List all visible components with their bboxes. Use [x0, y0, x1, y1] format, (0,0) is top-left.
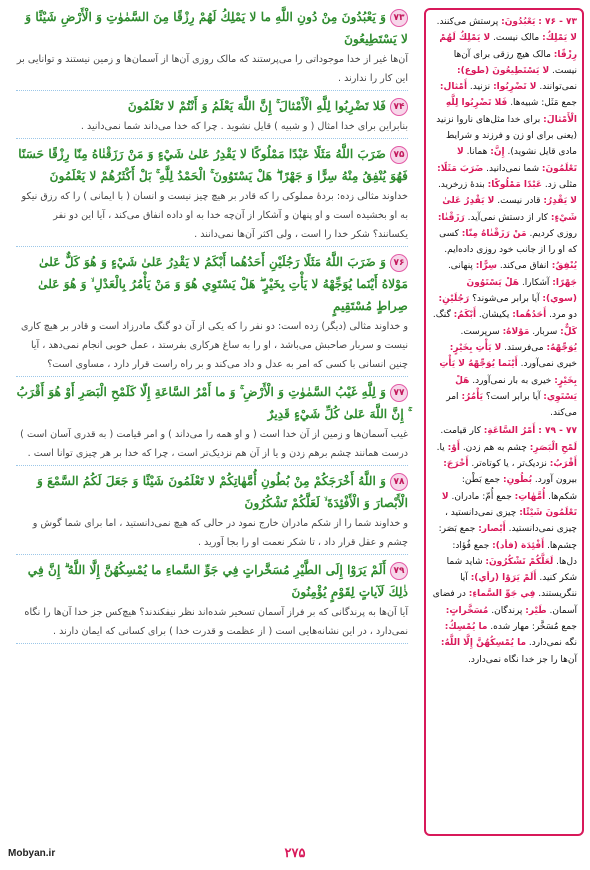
verse-arabic-text [16, 470, 408, 514]
verse-block [16, 6, 408, 91]
verse-block [16, 143, 408, 247]
glossary-definition: کسی که او را از جانب خود روزی داده‌ایم. [439, 228, 577, 256]
glossary-definition: می‌فرستد. [504, 342, 544, 353]
glossary-definition: پرستش می‌کنند. [436, 17, 499, 27]
glossary-paragraph [431, 423, 577, 667]
arabic-verse: وَ لِلَّهِ غَيْبُ السَّمٰوٰتِ وَ الْأَرْضِ ۚ وَ ما أَمْرُ السَّاعَةِ إِلّا كَلَمْحِ الْبَصَرِ أَوْ هُوَ أَقْرَبُ ۚ إِنَّ اللَّهَ عَلىٰ كُلِّ شَيْءٍ قَدِيرٌ [16, 385, 408, 421]
arabic-verse: ضَرَبَ اللَّهُ مَثَلًا عَبْدًا مَمْلُوكًا لا يَقْدِرُ عَلىٰ شَيْءٍ وَ مَنْ رَزَقْنٰاهُ مِنّا رِزْقًا حَسَنًا فَهُوَ يُنْفِقُ مِنْهُ سِرًّا وَ جَهْرًا ۖ هَلْ يَسْتَوُونَ ۚ الْحَمْدُ لِلَّهِ ۚ بَلْ أَكْثَرُهُمْ لا يَعْلَمُونَ [18, 147, 408, 183]
verse-arabic-text [16, 559, 408, 603]
glossary-definition: آن‌ها را جز خدا نگاه نمی‌دارد. [468, 654, 577, 665]
glossary-definition: شاید شما شکر کنید. [446, 556, 577, 584]
glossary-definition: آیا برابر می‌شوند؟ [472, 294, 540, 305]
verse-arabic-text [16, 381, 408, 425]
glossary-definition: در فضای آسمان. [432, 589, 577, 616]
glossary-definition: پنهانی. [447, 261, 473, 272]
glossary-term: لا تَضْرِبُوا: [493, 82, 537, 93]
arabic-verse: فَلا تَضْرِبُوا لِلَّهِ الْأَمْثالَ ۚ إِنَّ اللَّهَ يَعْلَمُ وَ أَنْتُمْ لا تَعْلَمُونَ [127, 99, 386, 113]
verse-block [16, 559, 408, 644]
arabic-verse: وَ اللَّهُ أَخْرَجَكُمْ مِنْ بُطُونِ أُمَّهٰاتِكُمْ لا تَعْلَمُونَ شَيْئًا وَ جَعَلَ لَكُمُ السَّمْعَ وَ الْأَبْصارَ وَ الْأَفْئِدَةَ ۙ لَعَلَّكُمْ تَشْكُرُونَ [37, 474, 408, 510]
verse-translation: آیا آن‌ها به پرندگانی که بر فراز آسمان تسخیر شده‌اند نظر نیفکندند؟ هیچ‌کس جز خدا آن‌ها را نگاه نمی‌دارد ، در این نشانه‌هایی است ( از عظمت و قدرت خدا ) برای کسانی که ایمان دارند . [16, 603, 408, 644]
glossary-definition: شما نمی‌دانید. [486, 163, 540, 174]
glossary-definition: کار قیامت. [440, 426, 481, 437]
glossary-definition: پرندگان. [491, 605, 523, 616]
verses-column [6, 6, 414, 836]
glossary-term: ما يُمْسِكُ: [444, 621, 488, 632]
glossary-verse-range: ۷۳ - ۷۶ : [538, 17, 577, 27]
glossary-term: لا يَسْتَطِيعُونَ (طوع): [457, 65, 550, 76]
verse-arabic-text [16, 251, 408, 317]
verse-block [16, 381, 408, 466]
glossary-term: أَيْنَما يُوَجِّهْهُ لا يَأْتِ بِخَيْرٍ: [439, 359, 577, 386]
glossary-verse-range: ۷۷ - ۷۹ : [538, 426, 577, 437]
glossary-definition: نزنید. [469, 82, 491, 93]
glossary-definition: امر می‌کند. [446, 391, 577, 419]
glossary-term: لَعَلَّكُمْ تَشْكُرُونَ: [485, 556, 554, 567]
glossary-list [431, 14, 577, 668]
glossary-definition: نمی‌توانند. [539, 82, 577, 93]
glossary-term: يُنْفِقُ: [551, 261, 577, 272]
glossary-definition: برای خدا مثل‌های ناروا نزنید (یعنی برای او زن و فرزند و شرایط مادی قایل نشوید). [436, 114, 577, 158]
glossary-term: فَلا تَضْرِبُوا لِلَّهِ الْأَمْثالَ: [445, 98, 577, 125]
ayah-number-badge: ۷۵ [390, 146, 408, 164]
arabic-verse: وَ يَعْبُدُونَ مِنْ دُونِ اللَّهِ ما لا يَمْلِكُ لَهُمْ رِزْقًا مِنَ السَّمٰوٰتِ وَ الْأَرْضِ شَيْئًا وَ لا يَسْتَطِيعُونَ [25, 10, 408, 46]
glossary-term: لا تَعْلَمُونَ: [456, 147, 577, 174]
glossary-definition: مثلی زد. [544, 179, 577, 190]
glossary-term: أَبْصار: [478, 524, 506, 535]
glossary-term: لا يَقْدِرُ عَلىٰ شَيْءٍ: [442, 196, 577, 223]
glossary-term: ما يُمْسِكُهُنَّ إِلَّا اللَّهُ: [440, 638, 527, 649]
ayah-number-badge: ۷۹ [390, 562, 408, 580]
glossary-paragraph [431, 14, 577, 421]
glossary-term: أَوْ: [447, 442, 460, 453]
verse-block [16, 95, 408, 139]
glossary-term: يُوَجِّهْهُ: [546, 342, 577, 353]
verse-arabic-text [16, 6, 408, 50]
glossary-definition: دو مرد. [549, 310, 577, 321]
glossary-definition: جمع مُسَخَّر: مهار شده. [490, 621, 577, 632]
verse-arabic-text [16, 143, 408, 187]
glossary-definition: کار از دستش نمی‌آید. [467, 212, 548, 223]
glossary-section [431, 14, 577, 421]
glossary-definition: جمع مَثَل: شبیه‌ها. [510, 98, 577, 109]
glossary-term: يَعْبُدُونَ: [501, 17, 536, 27]
glossary-term: أُمَّهٰاتِ: [514, 491, 546, 502]
verse-translation: آن‌ها غیر از خدا موجوداتی را می‌پرستند که مالک روزی آن‌ها از آسمان‌ها و زمین نیستند و توانایی بر این کار را ندارند . [16, 50, 408, 91]
glossary-definition: آشکارا. [521, 277, 550, 288]
glossary-definition: یا. [436, 442, 445, 453]
glossary-term: مُسَخَّراتٍ: [445, 605, 489, 616]
glossary-term: أَمْثال: [439, 82, 468, 93]
glossary-definition: جمع فُؤاد: دل‌ها. [452, 540, 577, 567]
glossary-term: مَوْلاهُ: [502, 326, 530, 337]
glossary-term: أَخْرَجَ: [443, 459, 469, 470]
ayah-number-badge: ۷۸ [390, 473, 408, 491]
glossary-term: أَبْكَمُ: [453, 310, 477, 321]
arabic-verse: وَ ضَرَبَ اللَّهُ مَثَلًا رَجُلَيْنِ أَحَدُهُما أَبْكَمُ لا يَقْدِرُ عَلىٰ شَيْءٍ وَ هُوَ كَلٌّ عَلىٰ مَوْلاهُ أَيْنَما يُوَجِّهْهُ لا يَأْتِ بِخَيْرٍ ۖ هَلْ يَسْتَوِي هُوَ وَ مَنْ يَأْمُرُ بِالْعَدْلِ ۙ وَ هُوَ عَلىٰ صِراطٍ مُسْتَقِيمٍ [38, 255, 408, 313]
glossary-term: أَفْئِدَة (فأد): [492, 540, 545, 551]
glossary-term: أَلَمْ يَرَوْا (رأي): [470, 573, 537, 584]
glossary-term: رَجُلَيْنِ: [438, 294, 470, 305]
arabic-verse: أَلَمْ يَرَوْا إِلَى الطَّيْرِ مُسَخَّراتٍ فِي جَوِّ السَّماءِ ما يُمْسِكُهُنَّ إِلَّا اللَّهُ ۗ إِنَّ فِي ذٰلِكَ لَآياتٍ لِقَوْمٍ يُؤْمِنُونَ [27, 563, 408, 599]
ayah-number-badge: ۷۶ [390, 254, 408, 272]
verse-translation: خداوند مثالی زده: بردهٔ مملوکی را که قادر بر هیچ چیز نیست و انسان ( با ایمانی ) را که رزق نیکو به او بخشیده است و او پنهان و آشکار از آن‌چه خدا به او داده انفاق می‌کند ، آیا این دو نفر یکسانند؟ شکر خدا را است ، ولی اکثر آن‌ها نمی‌دانند . [16, 187, 408, 247]
glossary-term: فِي جَوِّ السَّماءِ: [468, 589, 536, 600]
glossary-definition: سربار. [532, 326, 558, 337]
glossary-term: عَبْدًا مَمْلُوكًا: [487, 179, 543, 190]
verse-translation: و خداوند مثالی (دیگر) زده است: دو نفر را که یکی از آن دو گنگ مادرزاد است و قادر بر هیچ کاری نیست و سربار صاحبش می‌باشد ، او را به ساغ هرکاری بفرستد ، عمل خوبی انجام نمی‌دهد ، آیا چنین انسانی با کسی که امر به عدل و داد می‌کند و بر راه راست قرار دارد ، مساوی است؟ [16, 317, 408, 377]
glossary-section [431, 423, 577, 667]
glossary-term: لا يَمْلِكُ: [542, 33, 577, 44]
glossary-term: لا يَأْتِ بِخَيْرٍ: [449, 342, 502, 353]
glossary-term: أَقْرَبُ: [549, 459, 577, 470]
glossary-term: أَحَدُهُما: [512, 310, 547, 321]
glossary-definition: بیرون آورد. [534, 475, 577, 486]
glossary-definition: انفاق می‌کند. [499, 261, 549, 272]
glossary-term: هَلْ يَسْتَوِي: [455, 375, 577, 402]
glossary-term: أَمْرُ السَّاعَةِ: [483, 426, 536, 437]
glossary-term: يَأْمُرُ: [461, 391, 483, 402]
page-number: ۲۷۵ [284, 846, 306, 861]
verse-translation: و خداوند شما را از شکم مادران خارج نمود در حالی که هیچ نمی‌دانستید ، اما برای شما گوش و چشم و عقل قرار داد ، تا شکر نعمت او را بجا آورید . [16, 514, 408, 555]
glossary-term: رَزَقْنٰا: [437, 212, 465, 223]
glossary-term: طَيْر: [525, 605, 547, 616]
glossary-term: ضَرَبَ مَثَلًا: [437, 163, 484, 174]
glossary-definition: خیری نمی‌آورد. [520, 359, 577, 370]
glossary-term: سِرًّا: [475, 261, 497, 272]
glossary-definition: یکیشان. [478, 310, 510, 321]
glossary-definition: جمع بَطْن: شکم‌ها. [461, 475, 577, 502]
ayah-number-badge: ۷۳ [390, 9, 408, 27]
glossary-definition: مالک هیچ رزقی برای آن‌ها نیست. [453, 49, 577, 76]
glossary-definition: مالک نیست. [493, 33, 540, 44]
glossary-term: لَمْحِ الْبَصَرِ: [529, 442, 577, 453]
glossary-definition: چشم به هم زدن. [462, 442, 527, 453]
glossary-column [424, 8, 584, 836]
glossary-term: بُطُونِ: [502, 475, 533, 486]
glossary-term: جَهْرًا: [552, 277, 577, 288]
glossary-definition: روزی کردیم. [529, 228, 577, 239]
glossary-definition: آیا ننگریستند. [460, 573, 577, 600]
glossary-definition: همانا. [466, 147, 488, 158]
glossary-term: إِنَّ: [490, 147, 505, 158]
glossary-definition: جمع أُمّ: مادران. [451, 491, 512, 502]
glossary-definition: آیا برابر است؟ [485, 391, 541, 402]
glossary-term: لا يَقْدِرُ: [543, 196, 577, 207]
verse-block [16, 470, 408, 555]
glossary-definition: خیری به بار نمی‌آورد. [472, 375, 552, 386]
verse-list [16, 6, 408, 644]
verse-translation: غیب آسمان‌ها و زمین از آن خدا است ( و او همه را می‌داند ) و امر قیامت ( به قدری آسان است ) درست همانند چشم برهم زدن و یا از آن هم نزدیک‌تر است ، چرا که خدا بر هر چیزی توانا است . [16, 425, 408, 466]
glossary-term: كَلٌّ: [560, 326, 577, 337]
site-watermark: Mobyan.ir [8, 848, 56, 859]
glossary-definition: بندهٔ زرخرید. [437, 179, 485, 190]
verse-translation: بنابراین برای خدا امثال ( و شبیه ) قایل نشوید . چرا که خدا می‌داند شما نمی‌دانید . [16, 117, 408, 139]
verse-block [16, 251, 408, 377]
ayah-number-badge: ۷۴ [390, 98, 408, 116]
glossary-definition: نزدیک‌تر ، یا کوتاه‌تر. [471, 459, 547, 470]
glossary-term: هَلْ يَسْتَوُونَ (سوي): [466, 277, 577, 305]
glossary-definition: سرپرست. [460, 326, 500, 337]
glossary-term: مَنْ رَزَقْنٰاهُ مِنّا: [461, 228, 527, 239]
glossary-term: لا يَمْلِكُ لَهُمْ رِزْقًا: [439, 33, 577, 60]
glossary-definition: نگه نمی‌دارد. [528, 638, 577, 649]
glossary-definition: جمع بَصَر: چشم‌ها. [438, 524, 577, 551]
glossary-term: لا تَعْلَمُونَ شَيْئًا: [441, 491, 577, 518]
glossary-definition: قادر نیست. [497, 196, 541, 207]
verse-arabic-text [16, 95, 408, 117]
ayah-number-badge: ۷۷ [390, 384, 408, 402]
glossary-definition: چیزی نمی‌دانستید ، چیزی نمی‌دانستید. [444, 507, 577, 535]
glossary-definition: گنگ. [432, 310, 451, 321]
